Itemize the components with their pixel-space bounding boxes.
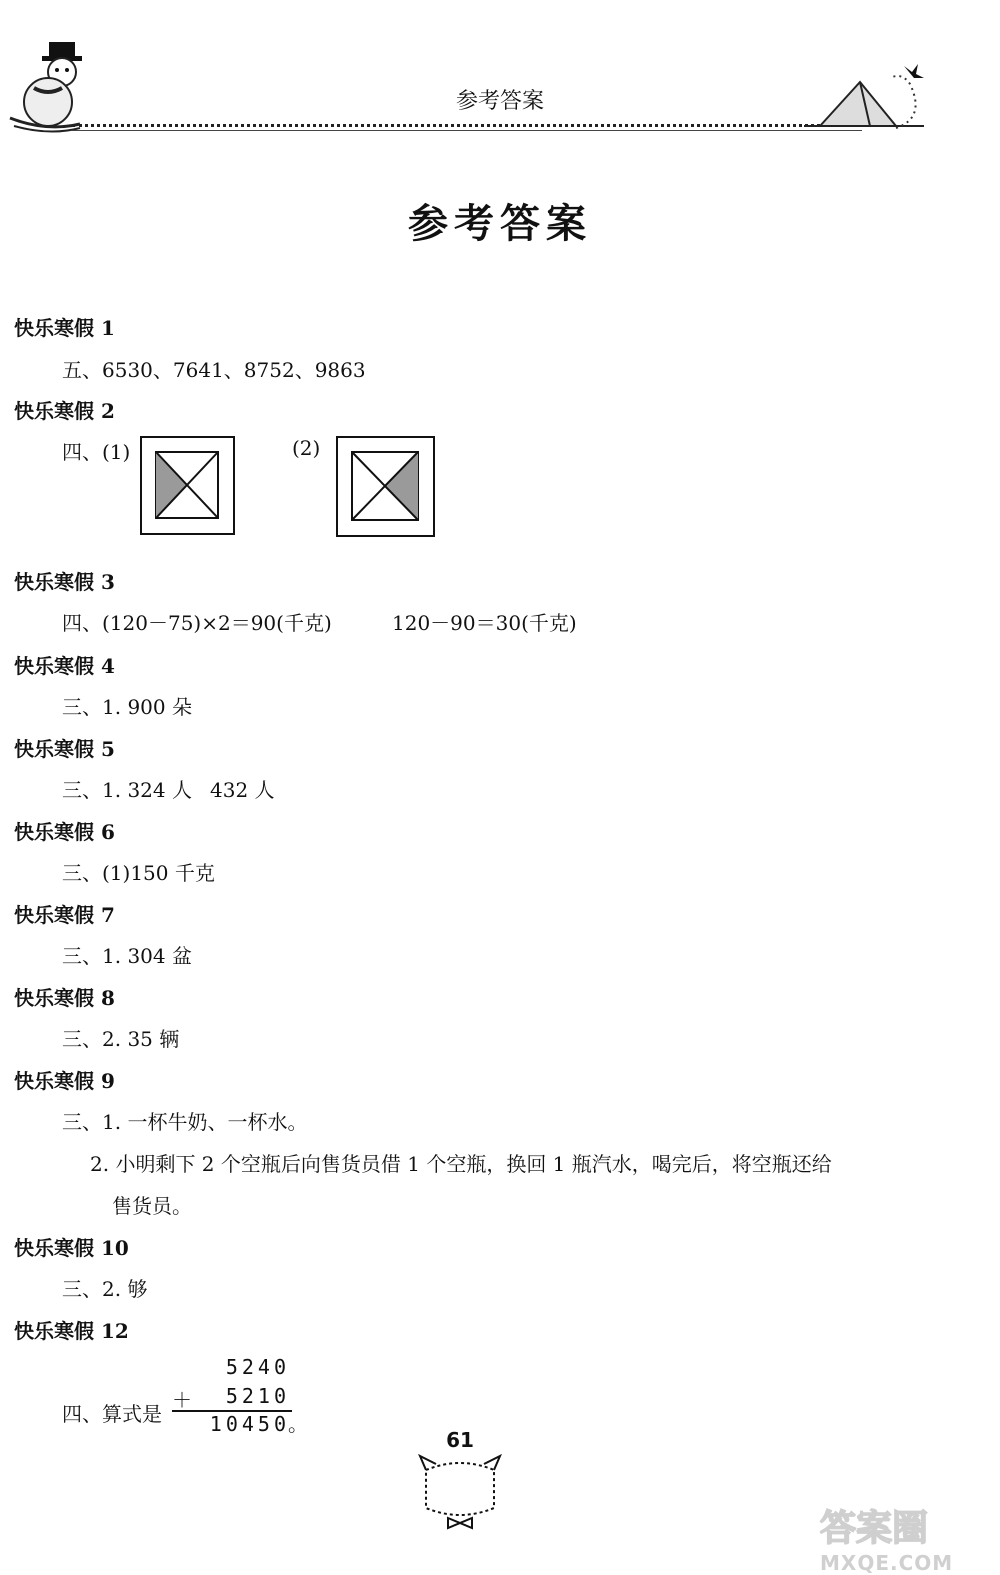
answer-line: 三、(1)150 千克 bbox=[62, 861, 215, 885]
answer-line: 三、1. 900 朵 bbox=[62, 695, 192, 719]
answer-line: 三、1. 304 盆 bbox=[62, 944, 192, 968]
section-heading: 快乐寒假 5 bbox=[14, 737, 115, 761]
watermark-line: MXQE.COM bbox=[820, 1551, 954, 1575]
calc-period: 。 bbox=[288, 1412, 308, 1436]
section-heading: 快乐寒假 6 bbox=[14, 820, 115, 844]
answer-line: 120－90＝30(千克) bbox=[392, 611, 577, 635]
answer-line: 432 人 bbox=[210, 778, 275, 802]
section-heading: 快乐寒假 7 bbox=[14, 903, 115, 927]
answer-line: 三、2. 35 辆 bbox=[62, 1027, 180, 1051]
section-heading: 快乐寒假 2 bbox=[14, 399, 115, 423]
answer-line: 五、6530、7641、8752、9863 bbox=[62, 358, 366, 382]
square-diagram-2 bbox=[336, 436, 436, 538]
header-divider bbox=[72, 130, 862, 131]
section-heading: 快乐寒假 10 bbox=[14, 1236, 129, 1260]
section-heading: 快乐寒假 3 bbox=[14, 570, 115, 594]
section-heading: 快乐寒假 8 bbox=[14, 986, 115, 1010]
section-heading: 快乐寒假 9 bbox=[14, 1069, 115, 1093]
square-diagram-1 bbox=[140, 436, 236, 536]
figure-label: 四、(1) bbox=[62, 440, 131, 464]
answer-line: 2. 小明剩下 2 个空瓶后向售货员借 1 个空瓶，换回 1 瓶汽水，喝完后，将空瓶还给 bbox=[90, 1152, 832, 1176]
section-heading: 快乐寒假 1 bbox=[14, 316, 115, 340]
figure-label: (2) bbox=[292, 436, 321, 460]
answer-line: 四、算式是 bbox=[62, 1402, 162, 1426]
answer-line: 三、1. 一杯牛奶、一杯水。 bbox=[62, 1110, 308, 1134]
section-heading: 快乐寒假 12 bbox=[14, 1319, 129, 1343]
answer-line: 售货员。 bbox=[112, 1194, 192, 1218]
butterfly-icon bbox=[904, 64, 924, 78]
watermark-line: 答案圈 bbox=[820, 1508, 929, 1549]
cat-face-decoration bbox=[414, 1450, 506, 1534]
page-title: 参考答案 bbox=[408, 200, 592, 247]
header-title: 参考答案 bbox=[455, 89, 544, 114]
calc-result: 10450 bbox=[209, 1412, 290, 1436]
tent-illustration bbox=[800, 58, 930, 138]
answer-line: 三、1. 324 人 bbox=[62, 778, 192, 802]
watermark bbox=[820, 1500, 990, 1575]
calc-operand: 5240 bbox=[225, 1355, 290, 1379]
page-number: 61 bbox=[446, 1428, 474, 1452]
section-heading: 快乐寒假 4 bbox=[14, 654, 115, 678]
answer-line: 三、2. 够 bbox=[62, 1277, 148, 1301]
calc-operand: 5210 bbox=[225, 1384, 290, 1408]
header-divider bbox=[72, 124, 862, 127]
answer-line: 四、(120－75)×2＝90(千克) bbox=[62, 611, 332, 635]
plus-sign: ＋ bbox=[172, 1388, 196, 1412]
